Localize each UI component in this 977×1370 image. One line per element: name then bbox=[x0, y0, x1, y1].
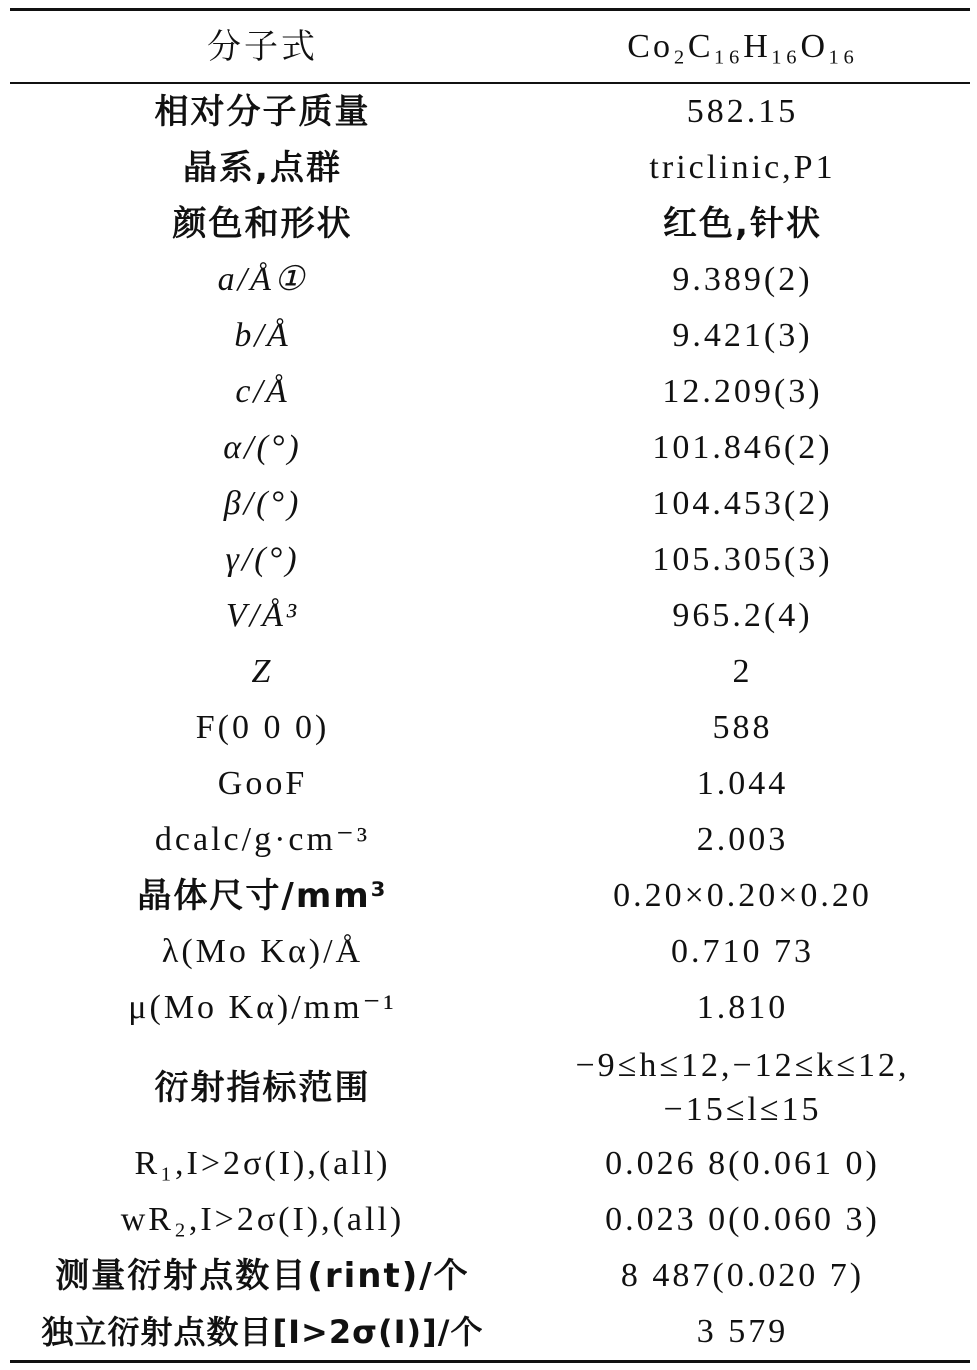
row-value: 2.003 bbox=[696, 820, 789, 858]
row-value: triclinic,P1 bbox=[649, 148, 836, 186]
table-row bbox=[10, 252, 970, 308]
row-value: 12.209(3) bbox=[662, 372, 823, 410]
row-label: V/Å³ bbox=[225, 596, 300, 634]
table-top-rule bbox=[10, 8, 970, 11]
row-value: 582.15 bbox=[686, 92, 799, 130]
table-bottom-rule bbox=[10, 1360, 970, 1363]
table-header-row bbox=[10, 16, 970, 78]
table-row bbox=[10, 644, 970, 700]
row-label: wR₂,I>2σ(I),(all) bbox=[120, 1200, 405, 1238]
table-row bbox=[10, 588, 970, 644]
row-label: μ(Mo Kα)/mm⁻¹ bbox=[128, 988, 397, 1026]
table-row bbox=[10, 1136, 970, 1192]
row-value: 0.023 0(0.060 3) bbox=[605, 1200, 880, 1238]
row-label: 测量衍射点数目(rint)/个 bbox=[55, 1255, 470, 1296]
table-row bbox=[10, 476, 970, 532]
table-row bbox=[10, 1304, 970, 1360]
row-label: Z bbox=[251, 652, 274, 690]
row-label: F(0 0 0) bbox=[195, 708, 330, 746]
row-value: 588 bbox=[712, 708, 773, 746]
table-row bbox=[10, 1040, 970, 1136]
row-value: 0.20×0.20×0.20 bbox=[613, 876, 872, 914]
row-label: R₁,I>2σ(I),(all) bbox=[134, 1144, 391, 1182]
header-label: 分子式 bbox=[207, 26, 318, 67]
table-row bbox=[10, 364, 970, 420]
table-row bbox=[10, 756, 970, 812]
row-label: 衍射指标范围 bbox=[154, 1067, 371, 1108]
table-row bbox=[10, 700, 970, 756]
row-value: 9.389(2) bbox=[672, 260, 813, 298]
row-value: 红色,针状 bbox=[663, 203, 822, 244]
row-label: γ/(°) bbox=[225, 540, 300, 578]
row-label: 独立衍射点数目[I>2σ(I)]/个 bbox=[41, 1313, 484, 1351]
row-label: 相对分子质量 bbox=[154, 91, 371, 132]
row-value: 0.026 8(0.061 0) bbox=[605, 1144, 880, 1182]
row-value: 1.044 bbox=[696, 764, 789, 802]
row-value: 105.305(3) bbox=[652, 540, 833, 578]
row-label: a/Å① bbox=[217, 260, 308, 298]
row-label: α/(°) bbox=[223, 428, 302, 466]
row-label: 晶体尺寸/mm³ bbox=[137, 875, 388, 916]
row-label: λ(Mo Kα)/Å bbox=[161, 932, 364, 970]
row-value: 104.453(2) bbox=[652, 484, 833, 522]
row-value: 2 bbox=[732, 652, 753, 690]
table-row bbox=[10, 196, 970, 252]
row-value: 3 579 bbox=[696, 1312, 789, 1350]
row-label: β/(°) bbox=[223, 484, 302, 522]
row-value: 965.2(4) bbox=[672, 596, 813, 634]
row-label: 晶系,点群 bbox=[183, 147, 342, 188]
table-row bbox=[10, 1248, 970, 1304]
row-value: 9.421(3) bbox=[672, 316, 813, 354]
table-row bbox=[10, 308, 970, 364]
table-row bbox=[10, 532, 970, 588]
table-row bbox=[10, 924, 970, 980]
row-label: c/Å bbox=[235, 372, 290, 410]
row-label: b/Å bbox=[234, 316, 291, 354]
row-value-multiline bbox=[515, 1044, 970, 1132]
row-value-line2: −15≤l≤15 bbox=[663, 1091, 822, 1128]
row-value: 1.810 bbox=[696, 988, 789, 1026]
row-label: GooF bbox=[217, 764, 308, 802]
table-row bbox=[10, 420, 970, 476]
header-value: Co₂C₁₆H₁₆O₁₆ bbox=[627, 27, 858, 65]
table-row bbox=[10, 980, 970, 1036]
table-row bbox=[10, 868, 970, 924]
row-label: dcalc/g·cm⁻³ bbox=[154, 820, 371, 858]
row-label: 颜色和形状 bbox=[172, 203, 353, 244]
table-row bbox=[10, 84, 970, 140]
row-value: 101.846(2) bbox=[652, 428, 833, 466]
row-value: 8 487(0.020 7) bbox=[620, 1256, 865, 1294]
row-value-line1: −9≤h≤12,−12≤k≤12, bbox=[575, 1047, 910, 1084]
table-row bbox=[10, 1192, 970, 1248]
table-row bbox=[10, 140, 970, 196]
table-row bbox=[10, 812, 970, 868]
row-value: 0.710 73 bbox=[671, 932, 814, 970]
